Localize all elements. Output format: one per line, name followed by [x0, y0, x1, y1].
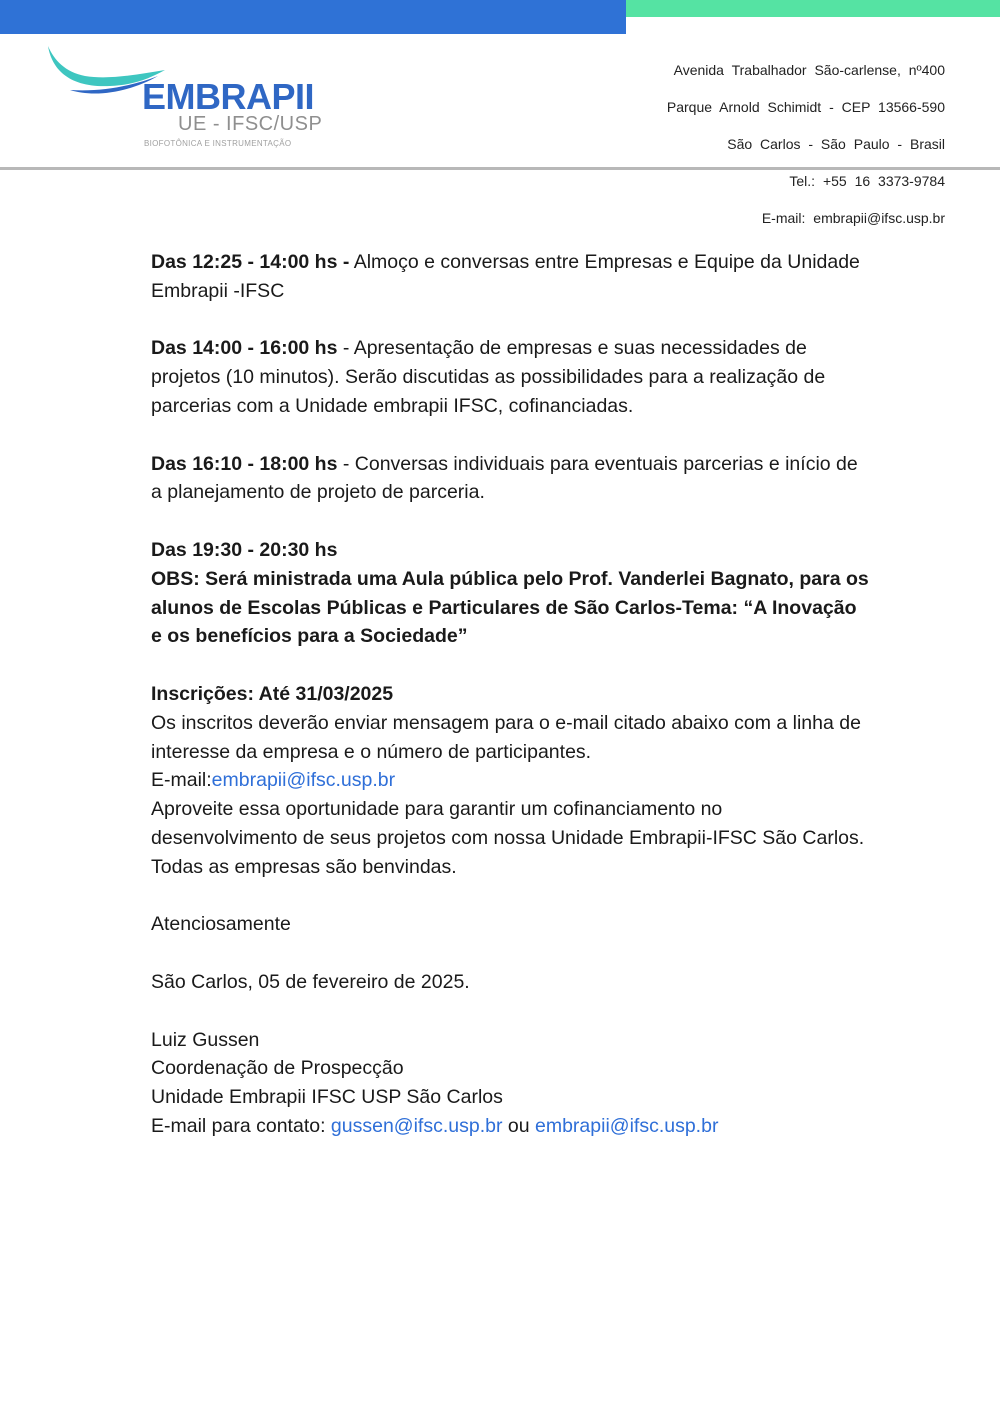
address-line-district: Parque Arnold Schimidt - CEP 13566-590	[666, 99, 945, 115]
schedule-text: Almoço e conversas entre Empresas e Equipe da Unidade Embrapii -IFSC	[151, 251, 860, 302]
registration-welcome: Todas as empresas são benvindas.	[151, 855, 457, 878]
schedule-time: Das 14:00 - 16:00 hs	[151, 337, 338, 360]
schedule-text: - Apresentação de empresas e suas necessidades de projetos (10 minutos). Serão discutidas as possibilidades para a realização de parcerias com a Unidade embrapii IFSC, cofinanciadas.	[151, 337, 826, 417]
schedule-item	[151, 248, 871, 306]
schedule-time: Das 12:25 - 14:00 hs -	[151, 251, 350, 273]
contact-or: ou	[502, 1114, 535, 1137]
registration-section	[151, 680, 871, 882]
signature-block	[151, 1026, 871, 1141]
evening-session	[151, 536, 871, 651]
schedule-time: Das 16:10 - 18:00 hs	[151, 452, 338, 475]
header-bar-blue	[0, 0, 626, 34]
schedule-text: - Conversas individuais para eventuais parcerias e início de a planejamento de projeto de parceria.	[151, 452, 858, 504]
evening-time: Das 19:30 - 20:30 hs	[151, 538, 338, 561]
contact-label: E-mail para contato:	[151, 1114, 331, 1137]
logo-subtitle: UE - IFSC/USP	[178, 113, 323, 135]
closing-date: São Carlos, 05 de fevereiro de 2025.	[151, 970, 470, 993]
address-email: E-mail: embrapii@ifsc.usp.br	[761, 210, 945, 226]
signature-unit: Unidade Embrapii IFSC USP São Carlos	[151, 1086, 503, 1109]
logo-wordmark: EMBRAPII	[142, 76, 315, 117]
registration-instructions: Os inscritos deverão enviar mensagem para o e-mail citado abaixo com a linha de interesse da empresa e o número de participantes.	[151, 711, 861, 763]
logo-tagline: BIOFOTÔNICA E INSTRUMENTAÇÃO	[144, 139, 292, 148]
registration-opportunity: Aproveite essa oportunidade para garantir um cofinanciamento no desenvolvimento de seus projetos com nossa Unidade Embrapii-IFSC São Carlos.	[151, 798, 865, 849]
embrapii-logo	[40, 40, 340, 160]
schedule-item	[151, 450, 871, 508]
address-line-city: São Carlos - São Paulo - Brasil	[727, 136, 945, 152]
address-line-street: Avenida Trabalhador São-carlense, nº400	[673, 62, 945, 78]
contact-email-link[interactable]: embrapii@ifsc.usp.br	[535, 1114, 719, 1137]
address-phone: Tel.: +55 16 3373-9784	[789, 173, 945, 189]
schedule-item	[151, 334, 871, 420]
signature-name: Luiz Gussen	[151, 1028, 260, 1051]
header-bar-green	[626, 0, 1000, 17]
registration-email-link[interactable]: embrapii@ifsc.usp.br	[211, 769, 396, 792]
signature-role: Coordenação de Prospecção	[151, 1057, 404, 1080]
contact-email-link[interactable]: gussen@ifsc.usp.br	[330, 1114, 503, 1137]
closing-regards: Atenciosamente	[151, 913, 291, 936]
letter-body	[151, 248, 871, 1170]
registration-email-label: E-mail:	[151, 769, 212, 792]
evening-obs: OBS: Será ministrada uma Aula pública pelo Prof. Vanderlei Bagnato, para os alunos de Escolas Públicas e Particulares de São Carlos-Tema: “A Inovação e os benefícios para a Sociedade”	[151, 567, 869, 648]
header-divider	[0, 167, 1000, 170]
registration-heading: Inscrições: Até 31/03/2025	[151, 682, 394, 705]
